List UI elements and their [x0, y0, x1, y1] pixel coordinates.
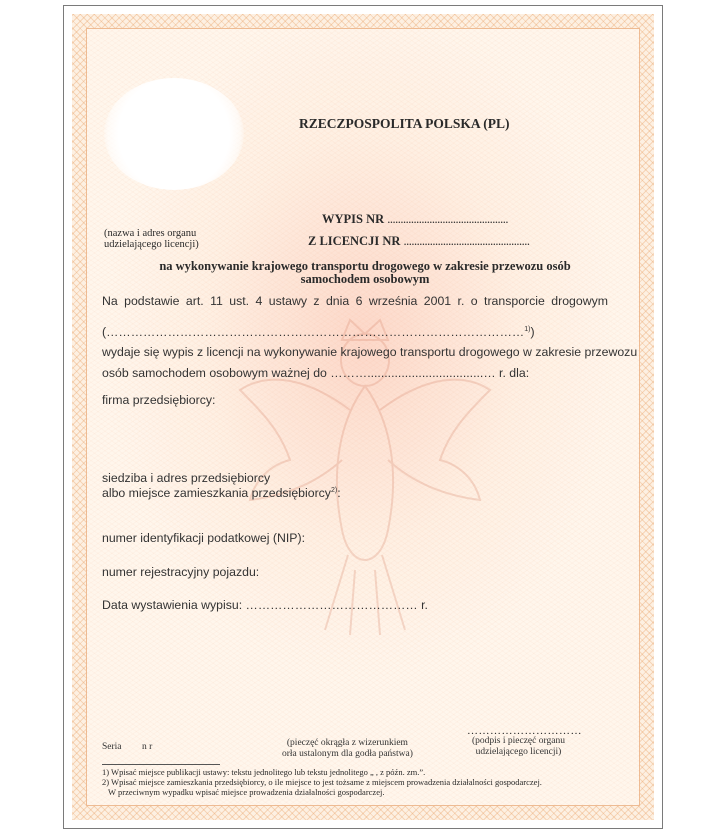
signature-line: …………………………	[467, 725, 582, 737]
publication-placeholder: (…………………………………………………………………………………………$^{1)}$)	[102, 325, 535, 339]
vehicle-registration-label: numer rejestracyjny pojazdu:	[102, 565, 260, 579]
organ-name-label: (nazwa i adres organu udzielającego licencji)	[104, 228, 199, 250]
issued-text-line1: wydaje się wypis z licencji na wykonywanie krajowego transportu drogowego w zakresie przewozu	[102, 345, 638, 359]
signature-label: (podpis i pieczęć organu udzielającego licencji)	[472, 736, 565, 757]
issue-date-line: Data wystawienia wypisu: …………………………………… r.	[102, 598, 428, 612]
issued-text-line2: osób samochodem osobowym ważnej do ………..................................… r. dla:	[102, 366, 530, 380]
footnote-2: 2) Wpisać miejsce zamieszkania przedsiębiorcy, o ile miejsce to jest tożsame z miejscem prowadzenia działalności gospodarczej.	[102, 777, 542, 787]
series-label: Seria	[102, 742, 122, 752]
legal-basis-text: Na podstawie art. 11 ust. 4 ustawy z dnia 6 września 2001 r. o transporcie drogowym	[102, 294, 608, 308]
license-subject: na wykonywanie krajowego transportu drogowego w zakresie przewozu osób samochodem osobowym	[159, 259, 571, 286]
license-number-line: Z LICENCJI NR ................................................	[308, 234, 530, 248]
nip-label: numer identyfikacji podatkowej (NIP):	[102, 531, 305, 545]
wypis-number-line: WYPIS NR ..............................................	[322, 212, 509, 226]
document-title: RZECZPOSPOLITA POLSKA (PL)	[299, 116, 510, 131]
round-stamp-label: (pieczęć okrągła z wizerunkiem orła ustalonym dla godła państwa)	[282, 738, 413, 759]
firm-name-label: firma przedsiębiorcy:	[102, 393, 216, 407]
residence-label: albo miejsce zamieszkania przedsiębiorcy$^{2)}$:	[102, 486, 341, 500]
hologram-placeholder	[104, 78, 244, 190]
series-number-label: n r	[142, 742, 153, 752]
footnote-1: 1) Wpisać miejsce publikacji ustawy: tekstu jednolitego lub tekstu jednolitego „ , z późn. zm.”.	[102, 767, 426, 777]
seat-address-label: siedziba i adres przedsiębiorcy	[102, 471, 271, 485]
footnote-2-continued: W przeciwnym wypadku wpisać miejsce prowadzenia działalności gospodarczej.	[108, 787, 385, 797]
footnote-divider	[102, 764, 220, 765]
